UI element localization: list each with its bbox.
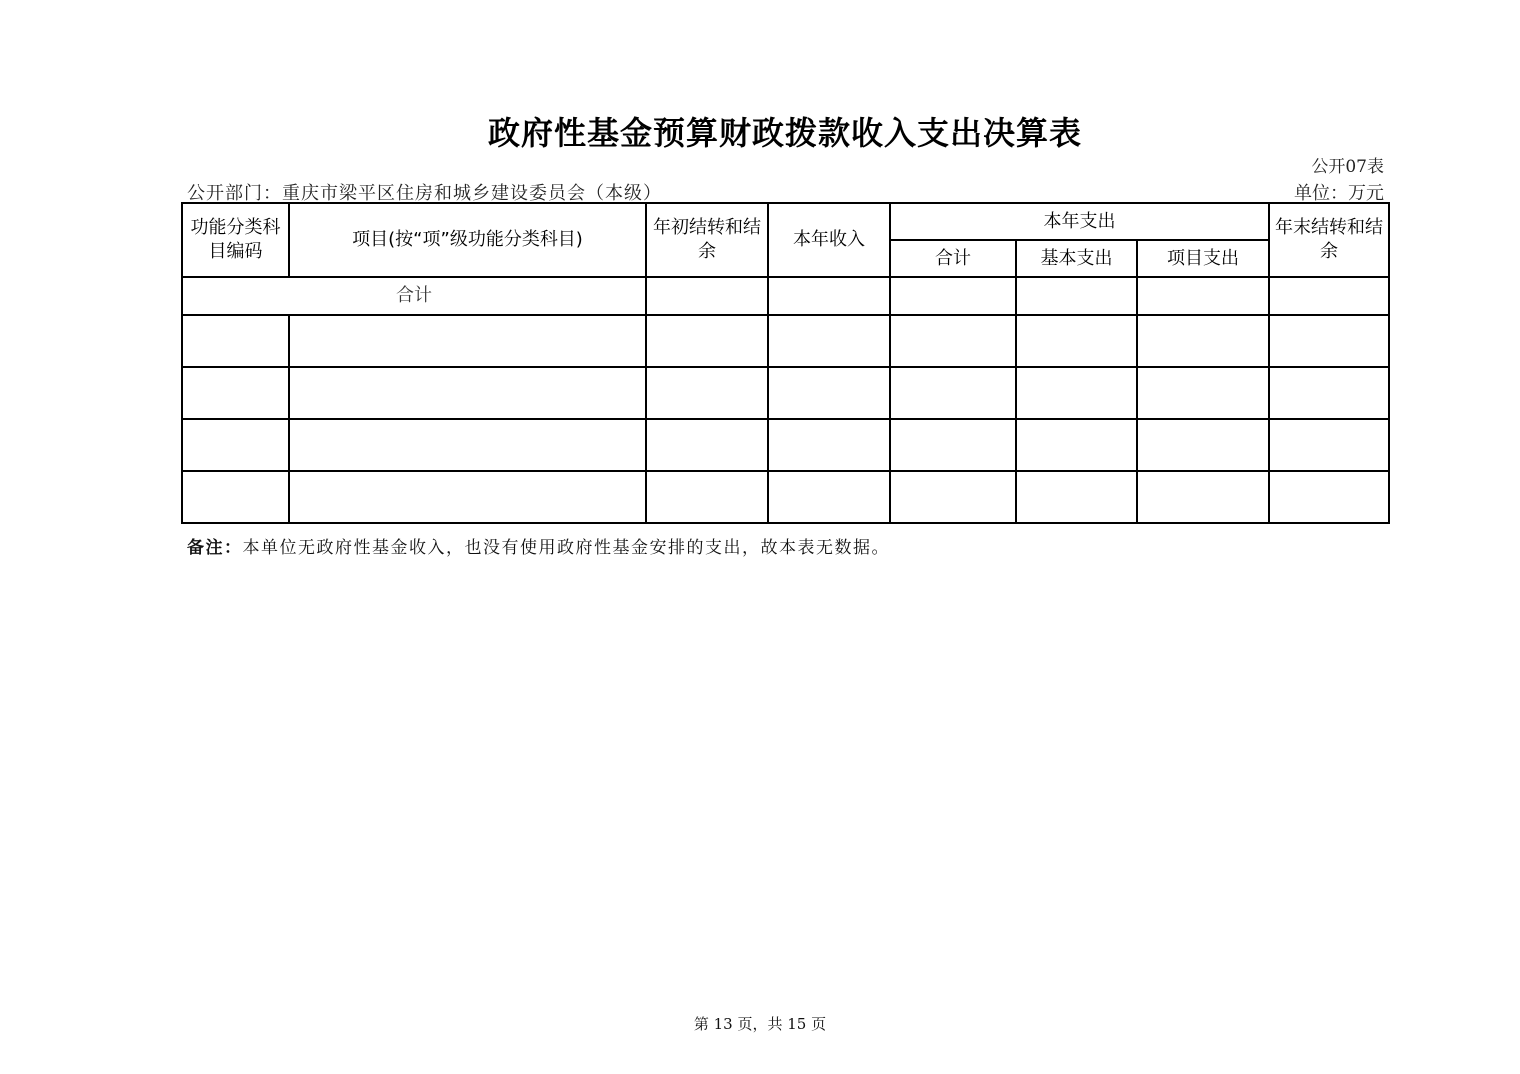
- cell-exp-total: [890, 471, 1016, 523]
- cell-code: [182, 419, 289, 471]
- cell-closing: [1269, 419, 1389, 471]
- budget-table: [181, 202, 1390, 524]
- total-exp-basic: [1016, 277, 1137, 315]
- cell-exp-project: [1137, 315, 1269, 367]
- table-row: [182, 471, 1389, 523]
- cell-code: [182, 367, 289, 419]
- cell-exp-basic: [1016, 419, 1137, 471]
- department-label: 公开部门：重庆市梁平区住房和城乡建设委员会（本级）: [187, 183, 662, 204]
- cell-closing: [1269, 315, 1389, 367]
- cell-exp-project: [1137, 367, 1269, 419]
- remark-label: 备注：: [187, 538, 243, 558]
- cell-opening: [646, 367, 768, 419]
- cell-closing: [1269, 471, 1389, 523]
- cell-item: [289, 315, 646, 367]
- form-number: 公开07表: [1311, 157, 1384, 177]
- cell-opening: [646, 315, 768, 367]
- cell-item: [289, 367, 646, 419]
- total-opening: [646, 277, 768, 315]
- cell-exp-project: [1137, 471, 1269, 523]
- cell-income: [768, 315, 890, 367]
- cell-exp-basic: [1016, 471, 1137, 523]
- cell-income: [768, 367, 890, 419]
- cell-exp-basic: [1016, 315, 1137, 367]
- total-row-label: 合计: [182, 277, 646, 315]
- cell-opening: [646, 419, 768, 471]
- header-closing-balance: 年末结转和结余: [1269, 203, 1389, 277]
- table-row: [182, 419, 1389, 471]
- header-exp-total: 合计: [890, 240, 1016, 277]
- total-row: [182, 277, 1389, 315]
- cell-opening: [646, 471, 768, 523]
- page-number: 第 13 页，共 15 页: [693, 1015, 827, 1033]
- header-expenditure: 本年支出: [890, 203, 1269, 240]
- cell-code: [182, 315, 289, 367]
- cell-exp-basic: [1016, 367, 1137, 419]
- cell-item: [289, 419, 646, 471]
- total-closing: [1269, 277, 1389, 315]
- table-row: [182, 315, 1389, 367]
- total-income: [768, 277, 890, 315]
- remark-text: 本单位无政府性基金收入，也没有使用政府性基金安排的支出，故本表无数据。: [242, 538, 890, 558]
- header-opening-balance: 年初结转和结余: [646, 203, 768, 277]
- cell-item: [289, 471, 646, 523]
- cell-closing: [1269, 367, 1389, 419]
- total-exp-total: [890, 277, 1016, 315]
- unit-label: 单位：万元: [1294, 183, 1384, 204]
- table-row: [182, 367, 1389, 419]
- header-item: 项目(按“项”级功能分类科目): [289, 203, 646, 277]
- cell-exp-total: [890, 315, 1016, 367]
- header-exp-project: 项目支出: [1137, 240, 1269, 277]
- cell-income: [768, 471, 890, 523]
- cell-exp-total: [890, 367, 1016, 419]
- cell-exp-total: [890, 419, 1016, 471]
- cell-exp-project: [1137, 419, 1269, 471]
- remark: [187, 533, 890, 558]
- page-title: 政府性基金预算财政拨款收入支出决算表: [487, 114, 1082, 152]
- header-income: 本年收入: [768, 203, 890, 277]
- header-function-code: 功能分类科目编码: [182, 203, 289, 277]
- total-exp-project: [1137, 277, 1269, 315]
- cell-income: [768, 419, 890, 471]
- cell-code: [182, 471, 289, 523]
- header-exp-basic: 基本支出: [1016, 240, 1137, 277]
